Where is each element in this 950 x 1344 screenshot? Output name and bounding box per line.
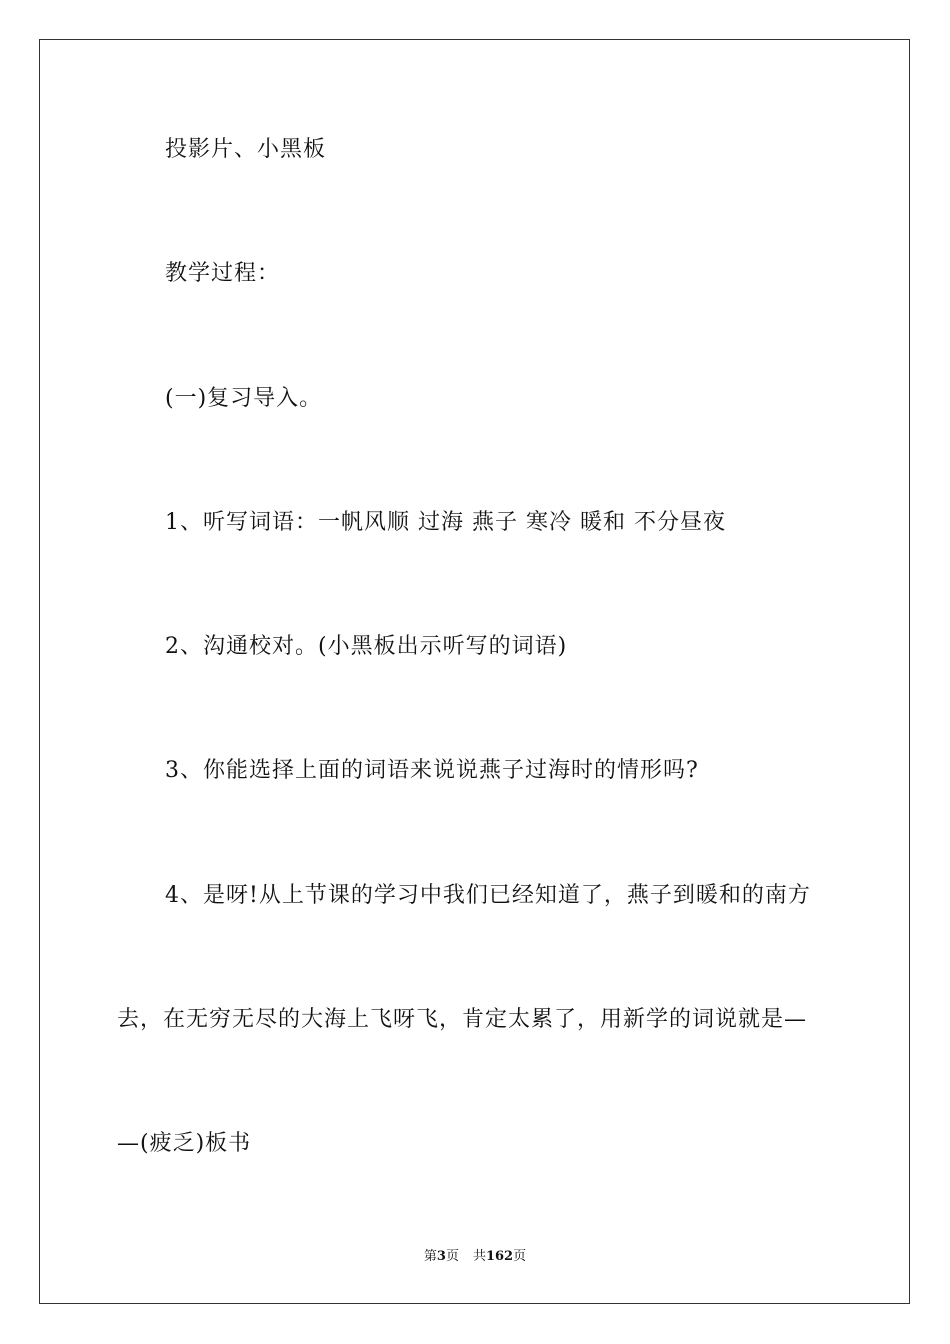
paragraph-heading-process: 教学过程： — [165, 261, 281, 286]
footer-total-suffix: 页 — [513, 1249, 527, 1264]
paragraph-item-3: 3、你能选择上面的词语来说说燕子过海时的情形吗? — [165, 758, 699, 783]
footer-total-prefix: 共 — [472, 1249, 486, 1264]
footer-page-prefix: 第 — [423, 1249, 437, 1264]
footer-page-suffix: 页 — [445, 1249, 459, 1264]
page-footer — [0, 1248, 950, 1266]
paragraph-section-review: (一)复习导入。 — [165, 386, 323, 411]
paragraph-item-1: 1、听写词语：一帆风顺 过海 燕子 寒冷 暖和 不分昼夜 — [165, 510, 726, 535]
paragraph-item-4-line-1: 4、是呀!从上节课的学习中我们已经知道了，燕子到暖和的南方 — [165, 883, 811, 908]
paragraph-item-4-line-2: 去，在无穷无尽的大海上飞呀飞，肯定太累了，用新学的词说就是— — [117, 1007, 808, 1032]
paragraph-materials: 投影片、小黑板 — [165, 137, 327, 162]
paragraph-item-2: 2、沟通校对。(小黑板出示听写的词语) — [165, 634, 568, 659]
page-frame — [39, 39, 910, 1304]
paragraph-item-4-line-3: —(疲乏)板书 — [117, 1131, 252, 1156]
footer-total-pages: 162 — [485, 1249, 514, 1264]
footer-page-number: 3 — [436, 1249, 446, 1264]
